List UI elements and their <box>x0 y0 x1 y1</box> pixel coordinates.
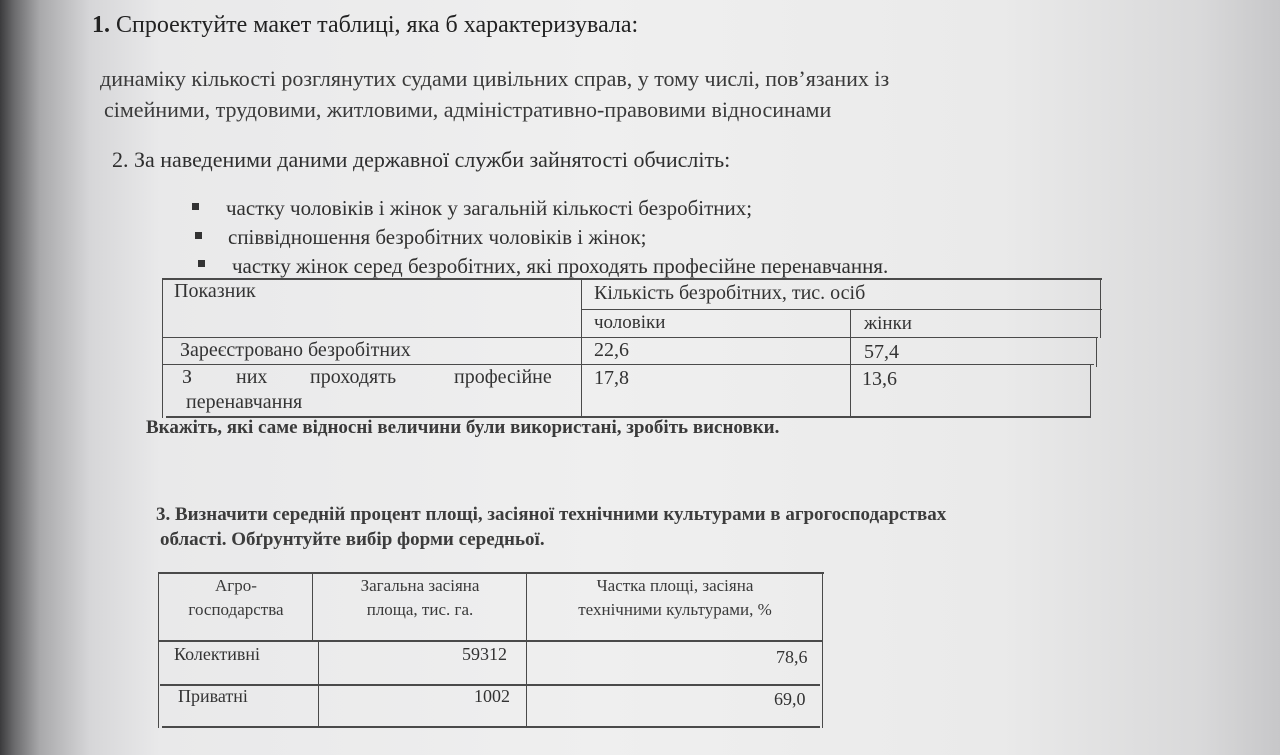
task2-bullet-2: співвідношення безробітних чоловіків і жінок; <box>228 225 647 249</box>
header-farms-line1: Агро- <box>215 576 257 595</box>
task2-bullet-1: частку чоловіків і жінок у загальній кількості безробітних; <box>226 196 753 220</box>
row2-women: 13,6 <box>862 368 897 390</box>
header-share-line1: Частка площі, засіяна <box>596 576 754 595</box>
row1-women: 57,4 <box>864 341 899 363</box>
row2-men: 17,8 <box>594 367 629 389</box>
header-women: жінки <box>864 313 912 334</box>
task1-number: 1. <box>92 12 110 38</box>
task2-heading: 2. За наведеними даними державної служби зайнятості обчисліть: <box>112 147 731 172</box>
row2-share: 69,0 <box>774 689 806 709</box>
row2-label-part2: них <box>236 366 268 388</box>
unemployment-table <box>162 278 1102 418</box>
header-men: чоловіки <box>594 312 666 333</box>
header-share-line2: технічними культурами, % <box>578 600 772 619</box>
row2-label-part1: З <box>182 366 193 388</box>
task1-text-line2: сімейними, трудовими, житловими, адміністративно-правовими відносинами <box>104 97 832 122</box>
task1-heading-text: Спроектуйте макет таблиці, яка б характеризувала: <box>116 12 639 38</box>
row2-name: Приватні <box>178 686 248 706</box>
task3-text-line2: області. Обґрунтуйте вибір форми середньої. <box>160 529 545 550</box>
row1-name: Колективні <box>174 644 260 664</box>
row1-share: 78,6 <box>776 647 808 667</box>
header-indicator: Показник <box>174 280 256 302</box>
task1-heading <box>92 12 638 39</box>
row1-area: 59312 <box>462 644 507 664</box>
task2-bullet-3: частку жінок серед безробітних, які проходять професійне перенавчання. <box>232 254 889 278</box>
row1-label: Зареєстровано безробітних <box>180 339 411 361</box>
bullet-square-icon <box>198 260 205 267</box>
row1-men: 22,6 <box>594 339 629 361</box>
header-area-line2: площа, тис. га. <box>366 600 474 619</box>
bullet-square-icon <box>195 232 202 239</box>
task1-text-line1: динаміку кількості розглянутих судами цивільних справ, у тому числі, пов’язаних із <box>100 66 890 91</box>
header-count: Кількість безробітних, тис. осіб <box>594 282 866 304</box>
row2-label-part4: професійне <box>454 366 552 388</box>
row2-area: 1002 <box>474 686 510 706</box>
row2-label-line2: перенавчання <box>186 391 303 413</box>
crops-table <box>156 570 826 730</box>
header-farms-line2: господарства <box>188 600 284 619</box>
row2-label-part3: проходять <box>310 366 397 388</box>
bullet-square-icon <box>192 203 199 210</box>
header-area-line1: Загальна засіяна <box>360 576 480 595</box>
task3-text-line1: 3. Визначити середній процент площі, засіяної технічними культурами в агрогосподарствах <box>156 504 947 525</box>
task2-instruction: Вкажіть, які саме відносні величини були використані, зробіть висновки. <box>146 417 780 438</box>
